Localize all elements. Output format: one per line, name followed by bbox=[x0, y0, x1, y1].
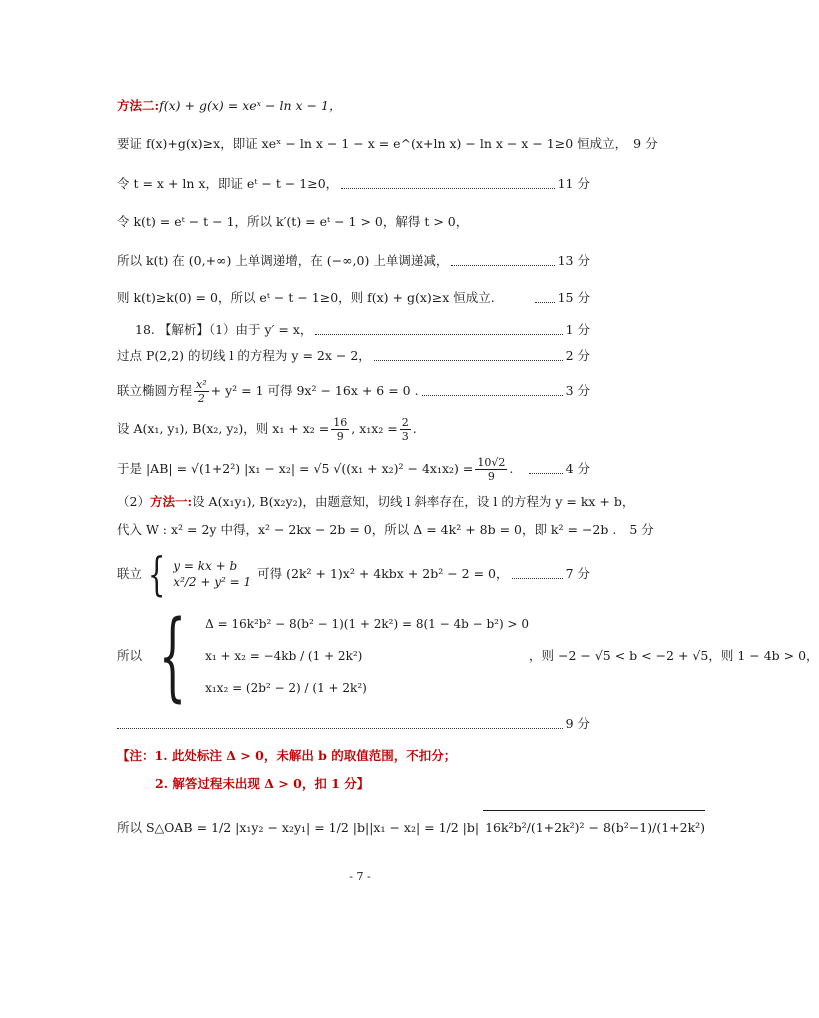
equation-row: x²/2 + y² = 1 bbox=[173, 575, 252, 589]
leader-dots bbox=[422, 395, 563, 396]
equation-system bbox=[142, 547, 252, 601]
leader-dots bbox=[512, 578, 563, 579]
fraction-numerator: 10√2 bbox=[477, 455, 506, 469]
fraction-numerator: 16 bbox=[333, 415, 348, 429]
part2-line-2-text: 代入 W : x² = 2y 中得，x² − 2kx − 2b = 0，所以 Δ = 4k² + 8b = 0，即 k² = −2b . bbox=[117, 522, 617, 537]
proof-line-3-text: 令 k(t) = eᵗ − t − 1，所以 k′(t) = eᵗ − 1 > 0，解得 t > 0， bbox=[117, 214, 469, 229]
condition-rows bbox=[205, 608, 529, 704]
problem18-line-4 bbox=[117, 412, 590, 446]
grading-note-2: 2. 解答过程未出现 Δ > 0，扣 1 分】 bbox=[155, 776, 370, 791]
fraction-denominator: 3 bbox=[401, 429, 409, 443]
leader-dots bbox=[451, 265, 554, 266]
vieta-end: . bbox=[412, 421, 417, 436]
area-expression: 1/2 |x₁y₂ − x₂y₁| = 1/2 |b||x₁ − x₂| = 1/2 |b| bbox=[211, 819, 480, 835]
problem18-line-3 bbox=[117, 374, 590, 408]
leader-dots bbox=[374, 360, 563, 361]
proof-line-2-text: 令 t = x + ln x，即证 eᵗ − t − 1≥0， bbox=[117, 176, 339, 191]
quadratic-result: 可得 (2k² + 1)x² + 4kbx + 2b² − 2 = 0， bbox=[257, 566, 509, 581]
condition-row: Δ = 16k²b² − 8(b² − 1)(1 + 2k²) = 8(1 − 4b − b²) > 0 bbox=[205, 617, 529, 631]
method2-expression: f(x) + g(x) = xeˣ − ln x − 1， bbox=[159, 98, 342, 113]
fraction-denominator: 9 bbox=[336, 429, 344, 443]
page-number: - 7 - bbox=[349, 870, 371, 883]
vieta-intro: 设 A(x₁, y₁), B(x₂, y₂)，则 x₁ + x₂ = bbox=[117, 421, 330, 436]
fraction-denominator: 2 bbox=[197, 391, 205, 405]
fraction-x2-over-2 bbox=[194, 378, 209, 405]
score-label: 4 分 bbox=[565, 461, 590, 476]
problem18-line-1-text: 18. 【解析】（1）由于 y′ = x， bbox=[135, 322, 313, 337]
proof-line-3 bbox=[117, 212, 590, 232]
area-label: 所以 S△OAB = bbox=[117, 819, 208, 835]
problem18-line-5 bbox=[117, 452, 590, 486]
part2-text: 设 A(x₁y₁), B(x₂y₂)，由题意知，切线 l 斜率存在，设 l 的方程为 y = kx + b， bbox=[192, 494, 635, 509]
part2-heading bbox=[117, 492, 635, 512]
system-label: 联立 bbox=[117, 566, 143, 581]
part2-line-5 bbox=[117, 714, 590, 734]
chord-length-end: . bbox=[509, 461, 514, 476]
proof-line-5-text: 则 k(t)≥k(0) = 0，所以 eᵗ − t − 1≥0，则 f(x) + g(x)≥x 恒成立. bbox=[117, 290, 495, 305]
leader-dots bbox=[535, 302, 555, 303]
proof-line-4-text: 所以 k(t) 在 (0,+∞) 上单调递增，在 (−∞,0) 上单调递减， bbox=[117, 253, 449, 268]
part2-label: （2） bbox=[117, 494, 150, 509]
method2-title: 方法二: bbox=[117, 98, 160, 113]
equation-row: y = kx + b bbox=[173, 559, 238, 573]
score-label: 13 分 bbox=[557, 253, 590, 268]
score-label: 9 分 bbox=[633, 136, 658, 151]
brace-icon: { bbox=[158, 600, 187, 712]
score-label: 1 分 bbox=[565, 322, 590, 337]
part2-line-3 bbox=[117, 548, 590, 600]
brace-icon: { bbox=[147, 547, 166, 601]
fraction-10sqrt2-9 bbox=[475, 456, 507, 483]
method1-title: 方法一: bbox=[149, 494, 193, 509]
proof-line-1 bbox=[117, 134, 658, 154]
score-label: 3 分 bbox=[565, 383, 590, 398]
fraction-16-9 bbox=[331, 416, 349, 443]
score-label: 9 分 bbox=[565, 716, 590, 731]
leader-dots bbox=[529, 473, 562, 474]
vieta-mid: , x₁x₂ = bbox=[351, 421, 398, 436]
grading-note-1: 【注：1. 此处标注 Δ > 0，未解出 b 的取值范围，不扣分； bbox=[117, 748, 457, 763]
leader-dots bbox=[341, 188, 554, 189]
score-label: 7 分 bbox=[565, 566, 590, 581]
method2-heading bbox=[117, 96, 590, 116]
proof-line-4 bbox=[117, 251, 590, 271]
problem18-line-2-text: 过点 P(2,2) 的切线 l 的方程为 y = 2x − 2， bbox=[117, 348, 371, 363]
fraction-numerator: x² bbox=[196, 377, 207, 391]
equation-rows bbox=[173, 558, 251, 590]
b-range: ，则 −2 − √5 < b < −2 + √5，则 1 − 4b > 0， bbox=[529, 648, 819, 663]
proof-line-1-text: 要证 f(x)+g(x)≥x，即证 xeˣ − ln x − 1 − x = e^(x+ln x) − ln x − x − 1≥0 恒成立， bbox=[117, 136, 628, 151]
condition-row: x₁x₂ = (2b² − 2) / (1 + 2k²) bbox=[205, 681, 367, 695]
condition-row: x₁ + x₂ = −4kb / (1 + 2k²) bbox=[205, 649, 363, 663]
proof-line-5 bbox=[117, 288, 590, 308]
problem18-line-2 bbox=[117, 346, 590, 366]
leader-dots bbox=[117, 728, 563, 729]
score-label: 2 分 bbox=[565, 348, 590, 363]
leader-dots bbox=[315, 334, 562, 335]
proof-line-2 bbox=[117, 174, 590, 194]
score-label: 11 分 bbox=[557, 176, 590, 191]
part2-line-2 bbox=[117, 520, 654, 540]
ellipse-equation: + y² = 1 可得 9x² − 16x + 6 = 0 . bbox=[210, 383, 419, 398]
fraction-2-3 bbox=[400, 416, 411, 443]
problem18-line-1 bbox=[117, 320, 590, 340]
part2-line-4 bbox=[117, 600, 819, 712]
condition-system bbox=[142, 600, 529, 712]
score-label: 15 分 bbox=[557, 290, 590, 305]
ellipse-intro: 联立椭圆方程 bbox=[117, 383, 193, 398]
system-label: 所以 bbox=[117, 648, 143, 663]
fraction-denominator: 9 bbox=[487, 469, 495, 483]
chord-length: 于是 |AB| = √(1+2²) |x₁ − x₂| = √5 √((x₁ + x₂)² − 4x₁x₂) = bbox=[117, 461, 474, 476]
fraction-numerator: 2 bbox=[401, 415, 409, 429]
area-sqrt-term: 16k²b²/(1+2k²)² − 8(b²−1)/(1+2k²) bbox=[483, 810, 705, 845]
score-label: 5 分 bbox=[629, 522, 654, 537]
area-formula bbox=[117, 810, 706, 845]
